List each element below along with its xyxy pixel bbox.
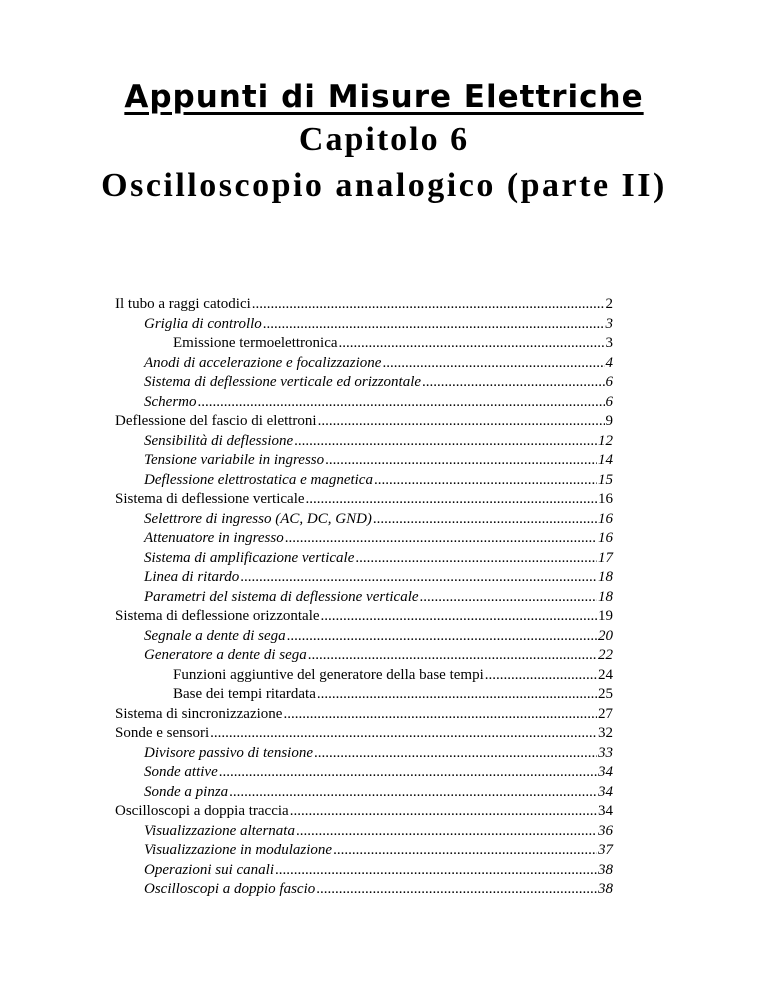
toc-page-number: 18 [598, 588, 613, 605]
toc-entry-title: Sistema di deflessione verticale ed orizzontale [144, 374, 422, 390]
toc-entry-title: Parametri del sistema di deflessione verticale [144, 588, 419, 605]
toc-entry[interactable] [115, 705, 613, 725]
toc-leader-dots [308, 646, 597, 666]
toc-entry-title: Generatore a dente di sega [144, 647, 307, 663]
toc-leader-dots [420, 588, 597, 608]
toc-entry[interactable] [115, 393, 613, 413]
toc-leader-dots [317, 685, 597, 705]
toc-entry-title: Sistema di amplificazione verticale [144, 549, 355, 566]
toc-entry[interactable] [115, 627, 613, 647]
toc-entry-title: Deflessione del fascio di elettroni [115, 413, 317, 429]
toc-entry-title: Visualizzazione in modulazione [144, 842, 333, 858]
toc-leader-dots [219, 763, 597, 783]
toc-page-number: 33 [598, 744, 613, 761]
toc-page-number: 17 [598, 549, 613, 566]
toc-entry-title: Selettrore di ingresso (AC, DC, GND) [144, 510, 372, 527]
toc-entry-title: Oscilloscopi a doppia traccia [115, 803, 289, 819]
toc-leader-dots [316, 880, 597, 900]
toc-leader-dots [290, 802, 597, 822]
toc-page-number: 20 [598, 627, 613, 644]
toc-page-number: 16 [598, 510, 613, 527]
toc-entry-title: Base dei tempi ritardata [173, 686, 316, 702]
toc-entry-title: Oscilloscopi a doppio fascio [144, 881, 316, 897]
toc-entry[interactable] [115, 334, 613, 354]
toc-page-number: 12 [598, 432, 613, 449]
toc-page-number: 34 [598, 764, 613, 780]
toc-entry[interactable] [115, 412, 613, 432]
toc-leader-dots [275, 861, 597, 881]
toc-entry[interactable] [115, 315, 613, 335]
toc-entry[interactable] [115, 724, 613, 744]
toc-page-number: 3 [605, 335, 613, 351]
toc-entry-title: Linea di ritardo [144, 569, 240, 585]
toc-leader-dots [263, 315, 605, 335]
toc-entry-title: Funzioni aggiuntive del generatore della base tempi [173, 666, 484, 683]
toc-entry-title: Griglia di controllo [144, 315, 262, 332]
toc-entry[interactable] [115, 607, 613, 627]
toc-leader-dots [422, 373, 604, 393]
toc-leader-dots [318, 412, 605, 432]
toc-page-number: 36 [598, 822, 613, 839]
toc-entry[interactable] [115, 295, 613, 315]
toc-page-number: 6 [605, 393, 613, 410]
toc-entry[interactable] [115, 354, 613, 374]
toc-entry-title: Visualizzazione alternata [144, 822, 295, 839]
toc-entry[interactable] [115, 373, 613, 393]
toc-page-number: 18 [598, 569, 613, 585]
toc-entry-title: Sensibilità di deflessione [144, 432, 294, 449]
toc-leader-dots [198, 393, 605, 413]
toc-leader-dots [283, 705, 597, 725]
toc-entry-title: Anodi di accelerazione e focalizzazione [144, 354, 382, 371]
toc-entry[interactable] [115, 666, 613, 686]
toc-entry[interactable] [115, 841, 613, 861]
toc-entry-title: Segnale a dente di sega [144, 627, 286, 644]
toc-entry-title: Sistema di deflessione orizzontale [115, 608, 320, 624]
toc-leader-dots [314, 744, 597, 764]
toc-entry[interactable] [115, 822, 613, 842]
toc-entry[interactable] [115, 490, 613, 510]
toc-leader-dots [252, 295, 605, 315]
toc-entry-title: Sonde e sensori [115, 725, 210, 741]
toc-leader-dots [321, 607, 597, 627]
toc-page-number: 22 [598, 647, 613, 663]
toc-entry[interactable] [115, 471, 613, 491]
toc-entry-title: Operazioni sui canali [144, 861, 274, 878]
toc-leader-dots [285, 529, 597, 549]
toc-entry[interactable] [115, 451, 613, 471]
toc-entry-title: Sonde a pinza [144, 783, 229, 800]
toc-entry-title: Emissione termoelettronica [173, 335, 338, 351]
toc-entry-title: Sistema di deflessione verticale [115, 491, 305, 507]
toc-entry-title: Deflessione elettrostatica e magnetica [144, 471, 373, 488]
toc-leader-dots [373, 510, 597, 530]
chapter-subtitle: Oscilloscopio analogico (parte II) [101, 167, 667, 204]
toc-entry[interactable] [115, 549, 613, 569]
document-header [0, 76, 768, 210]
toc-entry[interactable] [115, 568, 613, 588]
toc-page-number: 14 [598, 452, 613, 468]
toc-leader-dots [296, 822, 597, 842]
toc-page-number: 9 [605, 413, 613, 429]
toc-page-number: 25 [598, 686, 613, 702]
toc-entry[interactable] [115, 880, 613, 900]
toc-leader-dots [339, 334, 605, 354]
toc-entry-title: Sonde attive [144, 764, 218, 780]
toc-entry[interactable] [115, 861, 613, 881]
toc-entry-title: Il tubo a raggi catodici [115, 296, 251, 312]
toc-leader-dots [325, 451, 597, 471]
toc-entry[interactable] [115, 510, 613, 530]
toc-leader-dots [287, 627, 597, 647]
toc-entry-title: Tensione variabile in ingresso [144, 452, 325, 468]
toc-entry[interactable] [115, 529, 613, 549]
toc-leader-dots [229, 783, 597, 803]
toc-entry[interactable] [115, 646, 613, 666]
toc-page-number: 32 [598, 725, 613, 741]
toc-entry[interactable] [115, 802, 613, 822]
toc-page-number: 3 [605, 315, 613, 332]
toc-page-number: 37 [598, 842, 613, 858]
toc-page-number: 34 [598, 783, 613, 800]
toc-leader-dots [306, 490, 597, 510]
toc-leader-dots [333, 841, 597, 861]
toc-entry[interactable] [115, 432, 613, 452]
toc-page-number: 38 [598, 881, 613, 897]
toc-leader-dots [382, 354, 604, 374]
toc-entry-title: Sistema di sincronizzazione [115, 705, 283, 722]
toc-leader-dots [294, 432, 597, 452]
toc-page-number: 16 [598, 491, 613, 507]
toc-leader-dots [240, 568, 597, 588]
chapter-title: Capitolo 6 [298, 121, 470, 158]
toc-entry-title: Divisore passivo di tensione [144, 744, 314, 761]
toc-entry[interactable] [115, 763, 613, 783]
toc-page-number: 6 [605, 374, 613, 390]
toc-page-number: 19 [598, 608, 613, 624]
toc-page-number: 16 [598, 530, 613, 546]
toc-page-number: 27 [598, 705, 613, 722]
toc-page-number: 24 [598, 666, 613, 683]
toc-entry[interactable] [115, 588, 613, 608]
toc-leader-dots [374, 471, 597, 491]
toc-page-number: 38 [598, 861, 613, 878]
toc-leader-dots [210, 724, 597, 744]
toc-entry-title: Schermo [144, 393, 197, 410]
toc-leader-dots [355, 549, 597, 569]
toc-page-number: 34 [598, 803, 613, 819]
toc-page-number: 2 [605, 296, 613, 312]
table-of-contents [115, 295, 613, 900]
toc-entry[interactable] [115, 783, 613, 803]
toc-entry-title: Attenuatore in ingresso [144, 530, 284, 546]
toc-entry[interactable] [115, 685, 613, 705]
toc-leader-dots [485, 666, 597, 686]
toc-entry[interactable] [115, 744, 613, 764]
toc-page-number: 15 [598, 471, 613, 488]
document-title: Appunti di Misure Elettriche [124, 79, 644, 115]
toc-page-number: 4 [605, 354, 613, 371]
